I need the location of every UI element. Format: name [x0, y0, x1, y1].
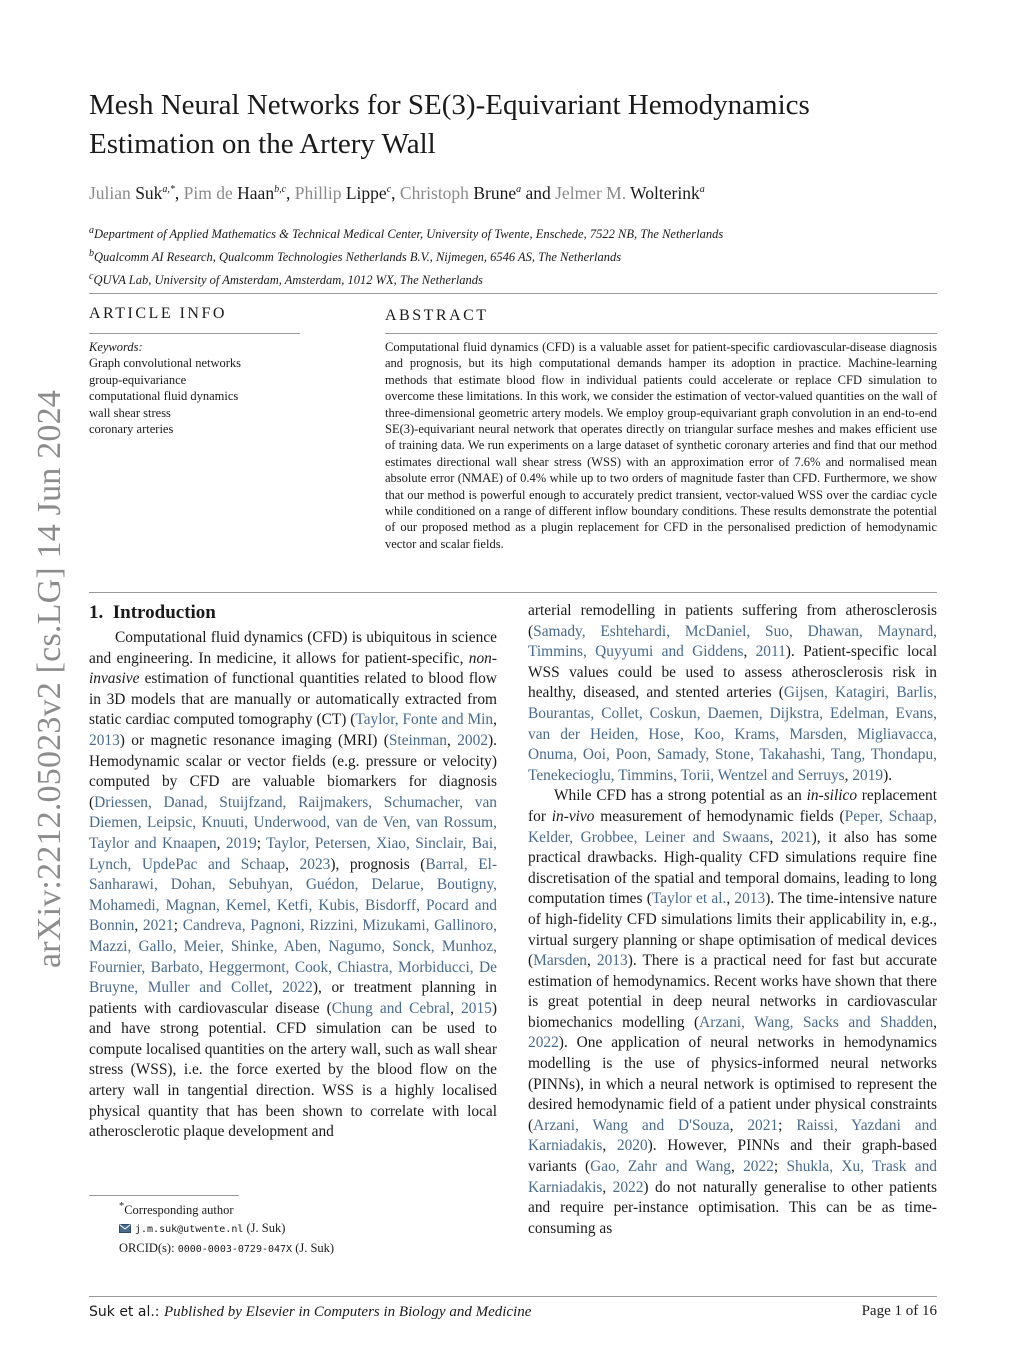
section-heading [89, 602, 216, 624]
section-title: Introduction [112, 602, 216, 623]
author-name: Jelmer M. Wolterink$^a$ [555, 182, 705, 203]
body-paragraph: While CFD has a strong potential as an in-silico replacement for in-vivo measurement of hemodynamic fields (Peper, Schaap, Kelder, Grobbee, Leiner and Swaans, 2021), it also has some practical drawbacks. High-quality CFD simulations require fine discretisation of the spatial and temporal domains, leading to long computation times (Taylor et al., 2013). The time-intensive nature of high-fidelity CFD simulations limits their applicability in, e.g., virtual surgery planning or shape optimisation of medical devices (Marsden, 2013). There is a practical need for fast but accurate estimation of hemodynamics. Recent works have shown that there is great potential in deep neural networks in cardiovascular biomechanics modelling (Arzani, Wang, Sacks and Shadden, 2022). One application of neural networks in hemodynamics modelling is the use of physics-informed neural networks (PINNs), in which a neural network is optimised to represent the desired hemodynamic field of a patient under physical constraints (Arzani, Wang and D'Souza, 2021; Raissi, Yazdani and Karniadakis, 2020). However, PINNs and their graph-based variants (Gao, Zahr and Wang, 2022; Shukla, Xu, Trask and Karniadakis, 2022) do not naturally generalise to other patients and require per-instance optimisation. This can be as time-consuming as [528, 787, 938, 1237]
email-line: j.m.suk@utwente.nl (J. Suk) [89, 1219, 334, 1239]
citation-link[interactable]: 2022 [612, 1178, 644, 1196]
citation-link[interactable]: Shukla, Xu, Trask and Karniadakis [528, 1158, 937, 1196]
citation-link[interactable]: Driessen, Danad, Stuijfzand, Raijmakers, Schumacher, van Diemen, Leipsic, Knuuti, Underwood, van de Ven, van Rossum, Taylor and Knaapen [89, 793, 497, 852]
body-column-left [89, 628, 497, 1143]
paper-title: Mesh Neural Networks for SE(3)-Equivariant Hemodynamics Estimation on the Artery Wall [89, 89, 810, 160]
citation-link[interactable]: 2015 [461, 999, 492, 1017]
citation-link[interactable]: Candreva, Pagnoni, Rizzini, Mizukami, Gallinoro, Mazzi, Gallo, Meier, Shinke, Aben, Nagumo, Sonck, Munhoz, Fournier, Barbato, Heggermont, Cook, Chiastra, Morbiducci, De Bruyne, Muller and Collet [89, 917, 498, 997]
keyword-item: coronary arteries [89, 422, 174, 437]
citation-link[interactable]: Marsden [533, 952, 587, 970]
author-list: Julian Suk$^{a,*}$, Pim de Haan$^{b,c}$, Phillip Lippe$^c$, Christoph Brune$^a$ and Jelmer M. Wolterink$^a$ [89, 182, 705, 203]
author-name: Julian Suk$^{a,*}$ [89, 182, 175, 203]
citation-link[interactable]: Gao, Zahr and Wang [590, 1158, 731, 1176]
citation-link[interactable]: 2020 [616, 1137, 648, 1155]
footnote-divider [89, 1195, 239, 1196]
citation-link[interactable]: Arzani, Wang, Sacks and Shadden [699, 1013, 934, 1031]
citation-link[interactable]: 2021 [747, 1116, 779, 1134]
citation-link[interactable]: Chung and Cebral [331, 999, 451, 1017]
citation-link[interactable]: 2019 [852, 766, 884, 784]
keyword-item: group-equivariance [89, 372, 187, 387]
affiliations [89, 221, 949, 290]
citation-link[interactable]: 2022 [282, 979, 313, 997]
citation-link[interactable]: Taylor et al. [651, 890, 727, 908]
citation-link[interactable]: 2023 [299, 855, 331, 873]
footer-citation: Suk et al.: Published by Elsevier in Computers in Biology and Medicine [89, 1304, 532, 1320]
citation-link[interactable]: Samady, Eshtehardi, McDaniel, Suo, Dhawan, Maynard, Timmins, Quyyumi and Giddens [528, 622, 937, 661]
affiliation-line: $^a$Department of Applied Mathematics & Technical Medical Center, University of Twente, Enschede, 7522 NB, The Netherlands [89, 225, 724, 242]
corresponding-author-note: *Corresponding author [119, 1201, 234, 1218]
keywords-label: Keywords: [89, 340, 143, 354]
citation-link[interactable]: Steinman [388, 731, 447, 749]
citation-link[interactable]: 2022 [743, 1158, 774, 1176]
citation-link[interactable]: 2013 [89, 731, 120, 749]
header-divider [89, 293, 937, 294]
email-link[interactable]: j.m.suk@utwente.nl [135, 1224, 244, 1236]
citation-link[interactable]: Arzani, Wang and D'Souza [533, 1116, 730, 1134]
keywords-list [89, 355, 289, 437]
body-paragraph: arterial remodelling in patients suffering from atherosclerosis (Samady, Eshtehardi, McDaniel, Suo, Dhawan, Maynard, Timmins, Quyyumi and Giddens, 2011). Patient-specific local WSS values could be used to assess atherosclerosis risk in healthy, diseased, and stented arteries (Gijsen, Katagiri, Barlis, Bourantas, Collet, Coskun, Daemen, Dijkstra, Edelman, Evans, van der Heiden, Hose, Koo, Krams, Marsden, Migliavacca, Onuma, Ooi, Poon, Samady, Stone, Takahashi, Tang, Thondapu, Tenekecioglu, Timmins, Torii, Wentzel and Serruys, 2019). [528, 602, 937, 784]
orcid-link[interactable]: 0000-0003-0729-047X [177, 1244, 293, 1256]
footnote [89, 1198, 334, 1259]
envelope-icon [119, 1220, 131, 1229]
keyword-item: Graph convolutional networks [89, 356, 242, 371]
keywords-block [89, 339, 289, 437]
footer-divider [89, 1296, 937, 1297]
author-name: Phillip Lippe$^c$ [294, 182, 392, 203]
author-name: Pim de Haan$^{b,c}$ [183, 182, 287, 203]
citation-link[interactable]: 2021 [780, 828, 812, 846]
citation-link[interactable]: 2013 [596, 952, 628, 970]
citation-link[interactable]: Raissi, Yazdani and Karniadakis [528, 1116, 937, 1155]
body-paragraph: Computational fluid dynamics (CFD) is ubiquitous in science and engineering. In medicine, it allows for patient-specific, non-invasive estimation of functional quantities related to blood flow in 3D models that are manually or automatically extracted from static cardiac computed tomography (CT) (Taylor, Fonte and Min, 2013) or magnetic resonance imaging (MRI) (Steinman, 2002). Hemodynamic scalar or vector fields (e.g. pressure or velocity) computed by CFD are valuable biomarkers for diagnosis (Driessen, Danad, Stuijfzand, Raijmakers, Schumacher, van Diemen, Leipsic, Knuuti, Underwood, van de Ven, van Rossum, Taylor and Knaapen, 2019; Taylor, Petersen, Xiao, Sinclair, Bai, Lynch, UpdePac and Schaap, 2023), prognosis (Barral, El-Sanharawi, Dohan, Sebuhyan, Guédon, Delarue, Boutigny, Mohamedi, Magnan, Kemel, Ketfi, Kubis, Bisdorff, Pocard and Bonnin, 2021; Candreva, Pagnoni, Rizzini, Mizukami, Gallinoro, Mazzi, Gallo, Meier, Shinke, Aben, Nagumo, Sonck, Munhoz, Fournier, Barbato, Heggermont, Cook, Chiastra, Morbiducci, De Bruyne, Muller and Collet, 2022), or treatment planning in patients with cardiovascular disease (Chung and Cebral, 2015) and have strong potential. CFD simulation can be used to compute localised quantities on the artery wall, such as wall shear stress (WSS), i.e. the force exerted by the blood flow on the artery wall in tangential direction. WSS is a highly localised physical quantity that has been shown to correlate with local atherosclerotic plaque development and [89, 629, 498, 1141]
citation-link[interactable]: 2019 [225, 834, 257, 852]
affiliation-line: $^b$Qualcomm AI Research, Qualcomm Technologies Netherlands B.V., Nijmegen, 6546 AS, The Netherlands [89, 248, 622, 265]
abstract-text: Computational fluid dynamics (CFD) is a valuable asset for patient-specific cardiovascular-disease diagnosis and prognosis, but its high computational demands hamper its adoption in practice. Machine-learning methods that estimate blood flow in individual patients could accelerate or replace CFD simulation to overcome these limitations. In this work, we consider the estimation of vector-valued quantities on the wall of three-dimensional geometric artery models. We employ group-equivariant graph convolution in an end-to-end SE(3)-equivariant neural network that operates directly on triangular surface meshes and makes efficient use of training data. We run experiments on a large dataset of synthetic coronary arteries and find that our method estimates directional wall shear stress (WSS) with an approximation error of 7.6% and normalised mean absolute error (NMAE) of 0.4% while up to two orders of magnitude faster than CFD. Furthermore, we show that our method is powerful enough to accurately predict transient, vector-valued WSS over the cardiac cycle while conditioned on a range of different inflow boundary conditions. These results demonstrate the potential of our proposed method as a plugin replacement for CFD in the personalised prediction of hemodynamic vector and scalar fields. [385, 340, 937, 551]
citation-link[interactable]: 2011 [755, 643, 786, 661]
abstract-divider [385, 333, 937, 334]
keyword-item: computational fluid dynamics [89, 389, 239, 404]
citation-link[interactable]: Taylor, Fonte and Min [355, 711, 494, 729]
author-name: Christoph Brune$^a$ [399, 182, 522, 203]
citation-link[interactable]: Barral, El-Sanharawi, Dohan, Sebuhyan, Guédon, Delarue, Boutigny, Mohamedi, Magnan, Kemel, Ketfi, Kubis, Bisdorff, Pocard and Bonnin [89, 855, 497, 935]
keyword-item: wall shear stress [89, 405, 171, 420]
section-number: 1. [89, 602, 104, 623]
citation-link[interactable]: Taylor, Petersen, Xiao, Sinclair, Bai, Lynch, UpdePac and Schaap [89, 834, 497, 873]
abstract-heading: ABSTRACT [385, 307, 489, 324]
arxiv-identifier-stamp: arXiv:2212.05023v2 [cs.LG] 14 Jun 2024 [31, 390, 68, 968]
orcid-line: ORCID(s): 0000-0003-0729-047X (J. Suk) [119, 1241, 335, 1256]
article-info-heading: ARTICLE INFO [89, 305, 227, 322]
article-info-divider [89, 333, 300, 334]
page-number: Page 1 of 16 [861, 1303, 937, 1319]
affiliation-line: $^c$QUVA Lab, University of Amsterdam, Amsterdam, 1012 WX, The Netherlands [89, 271, 483, 288]
body-column-right [528, 601, 937, 1239]
citation-link[interactable]: 2021 [142, 917, 174, 935]
citation-link[interactable]: 2013 [734, 890, 766, 908]
abstract-bottom-divider [89, 592, 937, 593]
citation-link[interactable]: 2022 [528, 1034, 559, 1052]
citation-link[interactable]: Peper, Schaap, Kelder, Grobbee, Leiner and Swaans [528, 807, 937, 846]
citation-link[interactable]: 2002 [457, 731, 489, 749]
citation-link[interactable]: Gijsen, Katagiri, Barlis, Bourantas, Collet, Coskun, Daemen, Dijkstra, Edelman, Evans, van der Heiden, Hose, Koo, Krams, Marsden, Migliavacca, Onuma, Ooi, Poon, Samady, Stone, Takahashi, Tang, Thondapu, Tenekecioglu, Timmins, Torii, Wentzel and Serruys [528, 684, 937, 784]
